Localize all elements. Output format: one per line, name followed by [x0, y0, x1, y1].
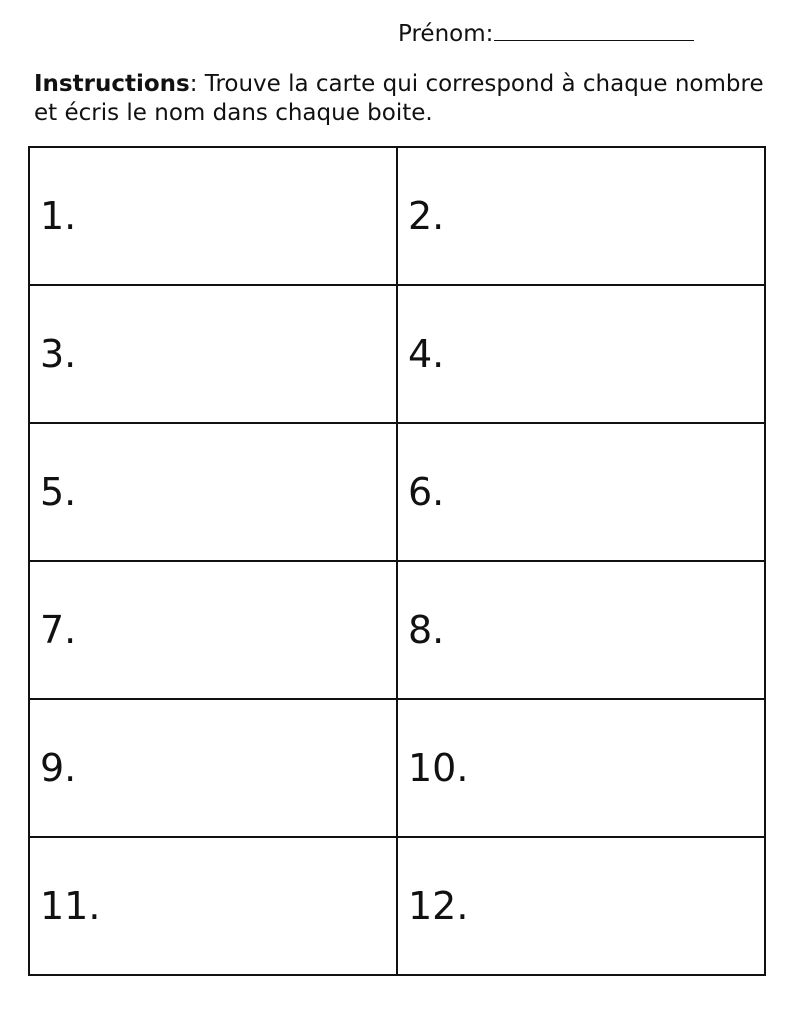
box-number: 11. [40, 884, 101, 928]
grid-row [29, 699, 765, 837]
instructions-label: Instructions [34, 71, 190, 97]
grid-row [29, 561, 765, 699]
answer-box[interactable] [29, 837, 397, 975]
answer-box[interactable] [29, 699, 397, 837]
answer-box[interactable] [397, 147, 765, 285]
box-number: 5. [40, 470, 77, 514]
answer-box[interactable] [397, 285, 765, 423]
box-number: 3. [40, 332, 77, 376]
box-number: 6. [408, 470, 445, 514]
box-number: 2. [408, 194, 445, 238]
grid-row [29, 285, 765, 423]
box-number: 7. [40, 608, 77, 652]
answer-box[interactable] [29, 285, 397, 423]
grid-row [29, 837, 765, 975]
box-number: 8. [408, 608, 445, 652]
box-number: 4. [408, 332, 445, 376]
answer-box[interactable] [29, 561, 397, 699]
answer-box[interactable] [397, 837, 765, 975]
name-label: Prénom: [398, 21, 494, 47]
answer-grid [28, 146, 766, 976]
answer-box[interactable] [397, 423, 765, 561]
box-number: 10. [408, 746, 469, 790]
answer-box[interactable] [397, 699, 765, 837]
box-number: 9. [40, 746, 77, 790]
name-field [398, 18, 694, 49]
box-number: 12. [408, 884, 469, 928]
instructions-text: : Trouve la carte qui correspond à chaque nombre et écris le nom dans chaque boite. [34, 71, 764, 126]
answer-box[interactable] [29, 147, 397, 285]
grid-row [29, 423, 765, 561]
answer-box[interactable] [29, 423, 397, 561]
box-number: 1. [40, 194, 77, 238]
instructions [34, 70, 774, 128]
name-blank-line[interactable] [494, 18, 694, 41]
grid-row [29, 147, 765, 285]
answer-box[interactable] [397, 561, 765, 699]
